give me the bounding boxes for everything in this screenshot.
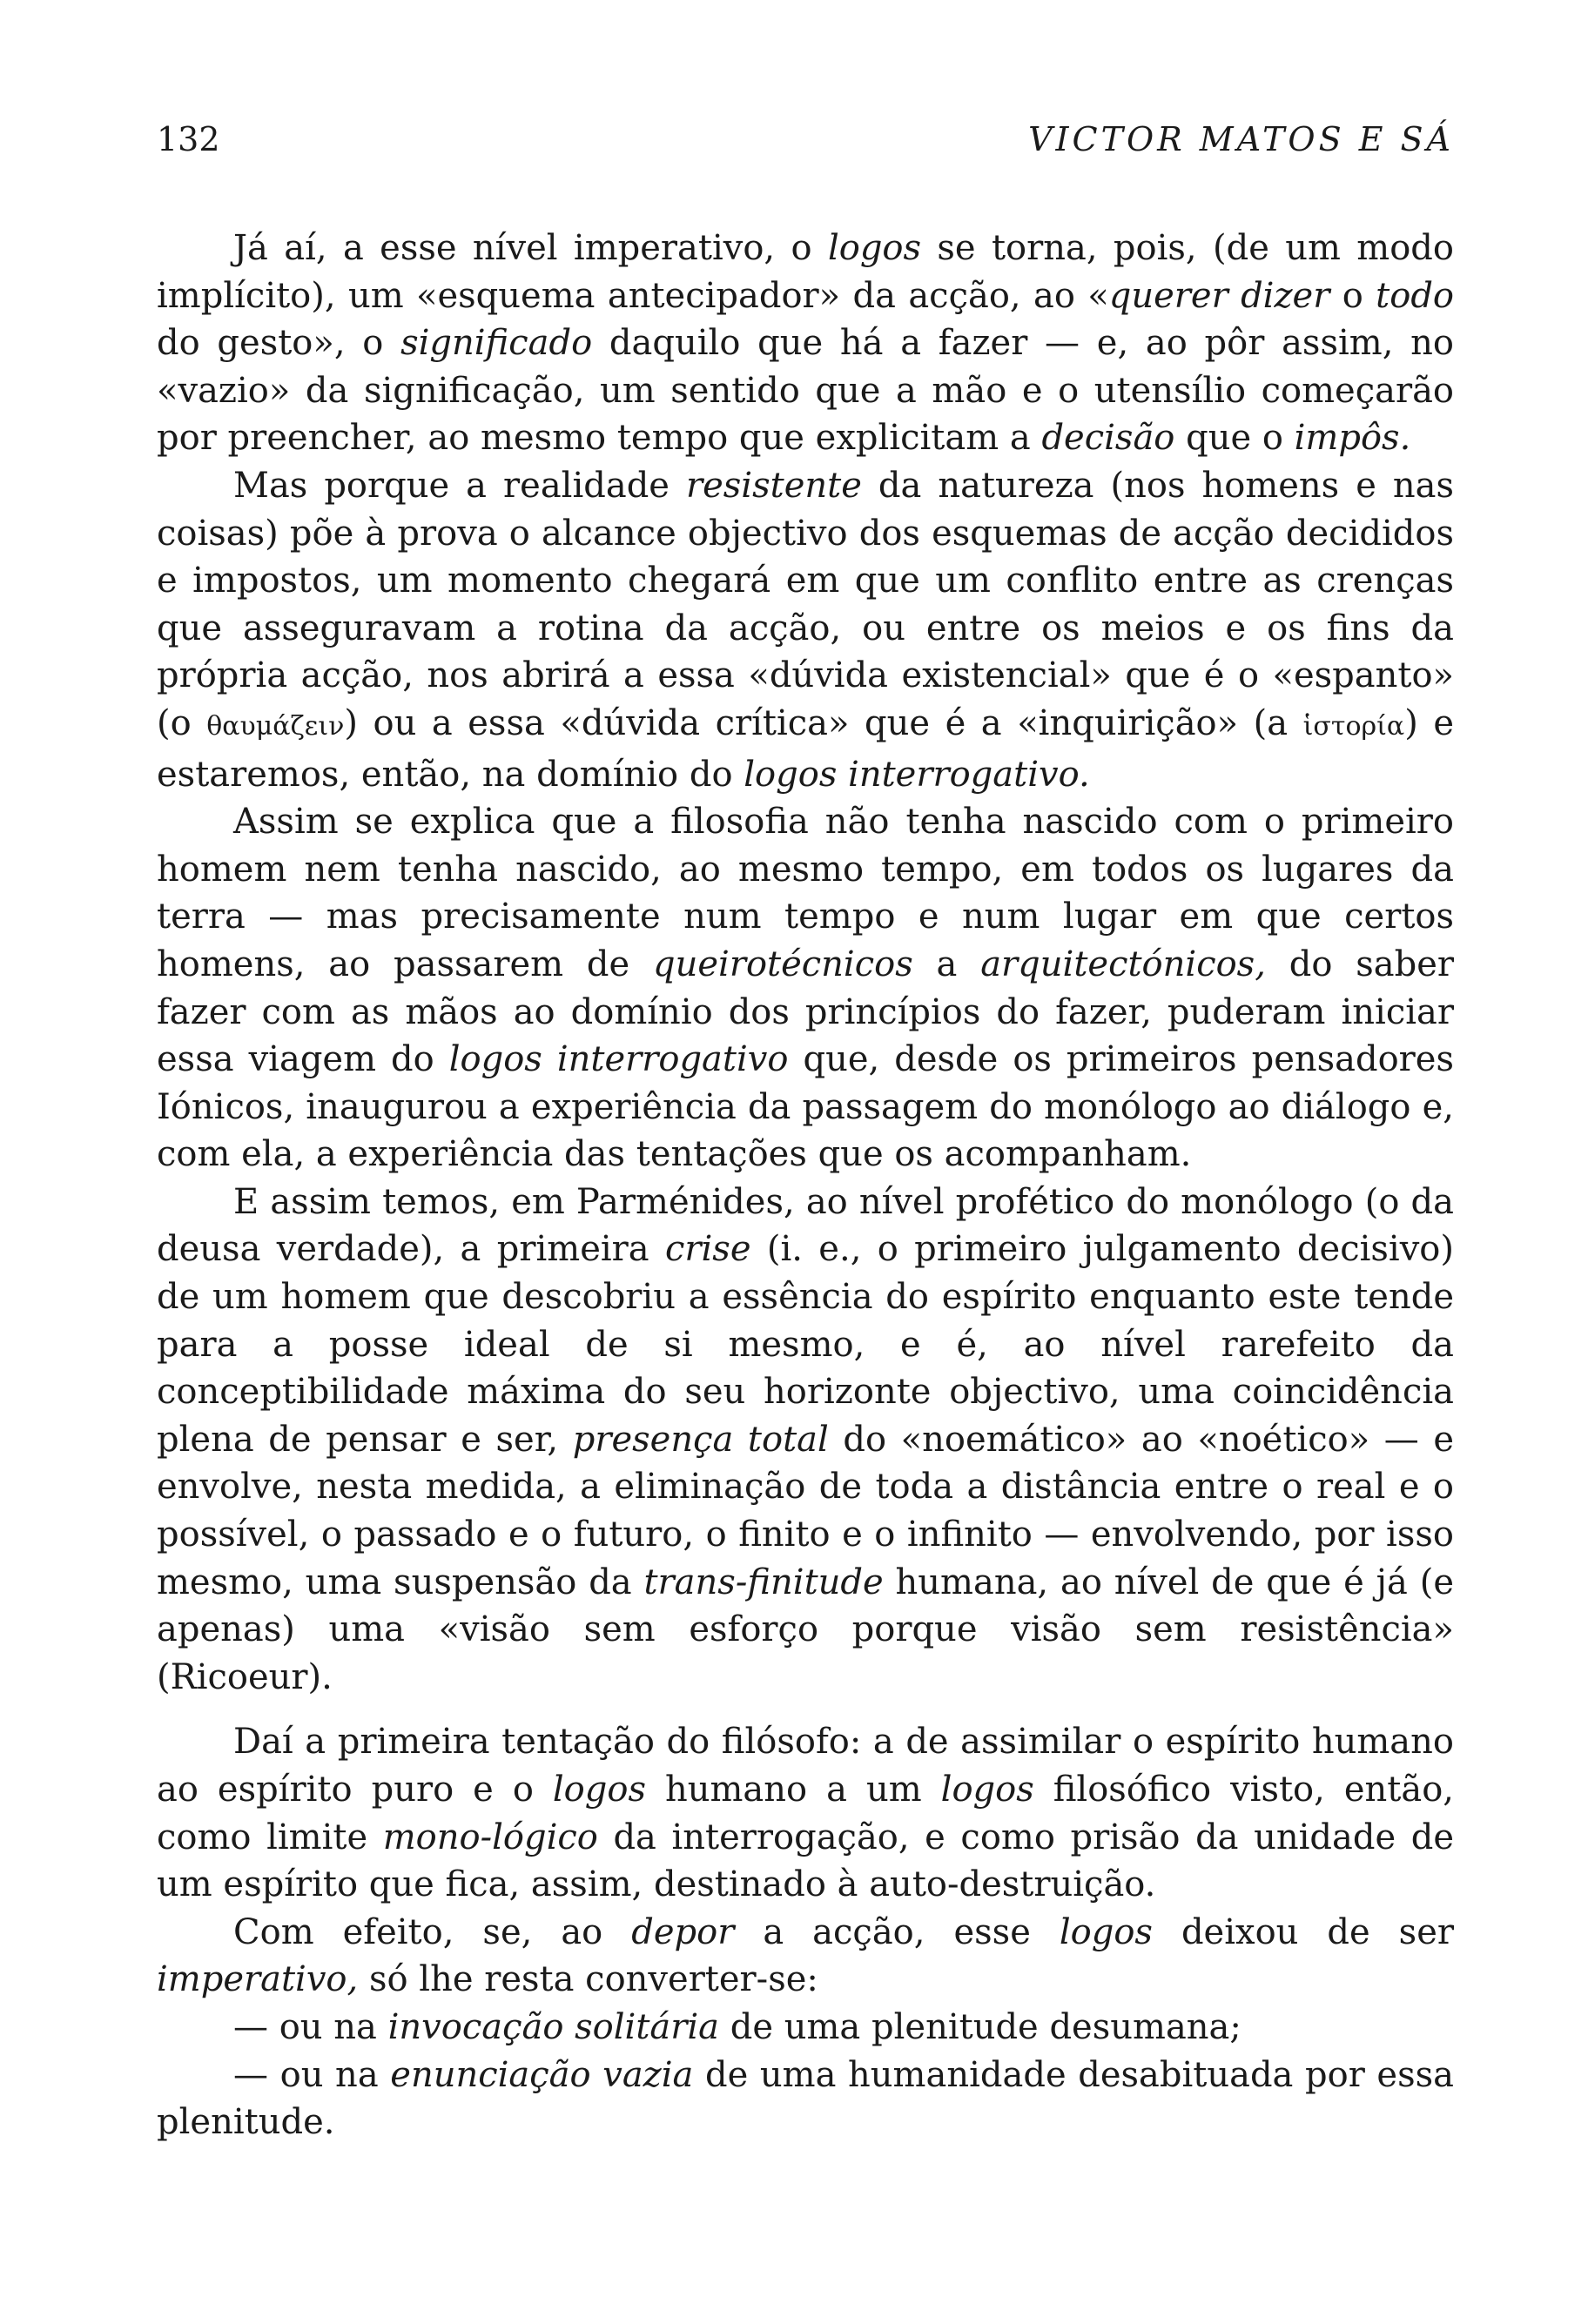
text-run: da natureza (nos homens e nas coisas) põe à prova o alcance objectivo dos esquemas de acção decididos e impostos, um momento chegará em que um conflito entre as crenças que asseguravam a rotina da acção, ou entre os meios e os fins da própria acção, nos abrirá a essa «dúvida existencial» que é o «espanto» (o (157, 465, 1455, 743)
text-run: Com efeito, se, ao (233, 1911, 632, 1952)
text-run: humana, ao nível de que é já (e apenas) uma «visão sem esforço porque visão sem resistência» (Ricoeur). (157, 1562, 1454, 1697)
text-run: — ou na (233, 2054, 391, 2095)
italic-text: logos (1059, 1911, 1153, 1952)
greek-text: θαυμάζειν (206, 710, 345, 742)
italic-text: queirotécnicos (652, 944, 913, 984)
italic-text: mono-lógico (382, 1817, 598, 1857)
italic-text: logos interrogativo (448, 1039, 789, 1080)
italic-text: invocação solitária (387, 2006, 720, 2047)
page-number: 132 (157, 120, 220, 158)
italic-text: logos (552, 1770, 646, 1810)
italic-text: logos (827, 228, 922, 268)
italic-text: significado (400, 323, 593, 364)
text-run: deixou de ser (1152, 1911, 1454, 1952)
paragraph (157, 462, 1454, 798)
italic-text: presença total (572, 1419, 829, 1460)
paragraph (157, 225, 1454, 462)
italic-text: decisão (1041, 418, 1175, 459)
text-run: — ou na (233, 2006, 388, 2047)
paragraph (157, 1179, 1454, 1702)
italic-text: imperativo, (157, 1959, 359, 2000)
text-run: do «noemático» ao «noético» — e envolve, nesta medida, a eliminação de toda a distância entre o real e o possível, o passado e o futuro, o finito e o infinito — envolvendo, por isso mesmo, uma suspensão da (157, 1419, 1455, 1602)
text-run: E assim temos, em Parménides, ao nível profético do monólogo (o da deusa verdade), a primeira (157, 1181, 1454, 1270)
text-run: da interrogação, e como prisão da unidade de um espírito que fica, assim, destinado à auto-destruição. (157, 1817, 1455, 1905)
text-run: do gesto», o (157, 323, 401, 364)
list-item (157, 2052, 1454, 2146)
text-run: a acção, esse (734, 1911, 1060, 1952)
text-run: ) ou a essa «dúvida crítica» que é a «inquirição» (a (344, 702, 1303, 743)
italic-text: logos (940, 1770, 1034, 1810)
italic-text: querer dizer (1108, 275, 1330, 316)
text-run: de uma plenitude desumana; (719, 2006, 1241, 2047)
text-run: a (912, 944, 981, 984)
running-head: VICTOR MATOS E SÁ (1028, 120, 1454, 158)
text-run: que o (1174, 418, 1295, 459)
paragraph (157, 1909, 1454, 2004)
paragraph (157, 1718, 1454, 1908)
italic-text: impôs. (1294, 418, 1411, 459)
page-header (157, 120, 1454, 172)
text-run: o (1329, 275, 1376, 316)
italic-text: trans-finitude (643, 1562, 884, 1602)
body-text (157, 225, 1454, 2146)
paragraph (157, 798, 1454, 1179)
text-run: só lhe resta converter-se: (358, 1959, 818, 2000)
text-run: (i. e., o primeiro julgamento decisivo) de um homem que descobriu a essência do espírito enquanto este tende para a posse ideal de si mesmo, e é, ao nível rarefeito da conceptibilidade máxima do seu horizonte objectivo, uma coincidência plena de pensar e ser, (157, 1229, 1454, 1460)
italic-text: arquitectónicos, (980, 944, 1266, 984)
text-run: do saber fazer com as mãos ao domínio dos princípios do fazer, puderam iniciar essa viagem do (157, 944, 1455, 1080)
italic-text: resistente (685, 465, 862, 506)
text-run: que, desde os primeiros pensadores Iónicos, inaugurou a experiência da passagem do monólogo ao diálogo e, com ela, a experiência das tentações que os acompanham. (157, 1039, 1455, 1175)
text-run: Daí a primeira tentação do filósofo: a de assimilar o espírito humano ao espírito puro e o (157, 1722, 1454, 1810)
text-run: Mas porque a realidade (233, 465, 686, 506)
text-run: ) e estaremos, então, na domínio do (157, 702, 1454, 795)
italic-text: crise (664, 1229, 751, 1270)
text-run: daquilo que há a fazer — e, ao pôr assim, no «vazio» da significação, um sentido que a mão e o utensílio começarão por preencher, ao mesmo tempo que explicitam a (157, 323, 1454, 459)
text-run: Já aí, a esse nível imperativo, o (233, 228, 828, 268)
text-run: de uma humanidade desabituada por essa plenitude. (157, 2054, 1454, 2143)
italic-text: enunciação vazia (390, 2054, 694, 2095)
italic-text: depor (631, 1911, 735, 1952)
text-run: humano a um (645, 1770, 941, 1810)
text-run: se torna, pois, (de um modo implícito), um «esquema antecipador» da acção, ao « (157, 228, 1454, 316)
italic-text: logos interrogativo. (744, 754, 1090, 795)
greek-text: ἱστορία (1302, 710, 1405, 742)
text-run: filosófico visto, então, como limite (157, 1770, 1455, 1857)
list-item (157, 2004, 1454, 2052)
italic-text: todo (1376, 275, 1454, 316)
text-run: Assim se explica que a filosofia não tenha nascido com o primeiro homem nem tenha nascido, ao mesmo tempo, em todos os lugares da terra — mas precisamente num tempo e num lugar em que certos homens, ao passarem de (157, 802, 1454, 984)
